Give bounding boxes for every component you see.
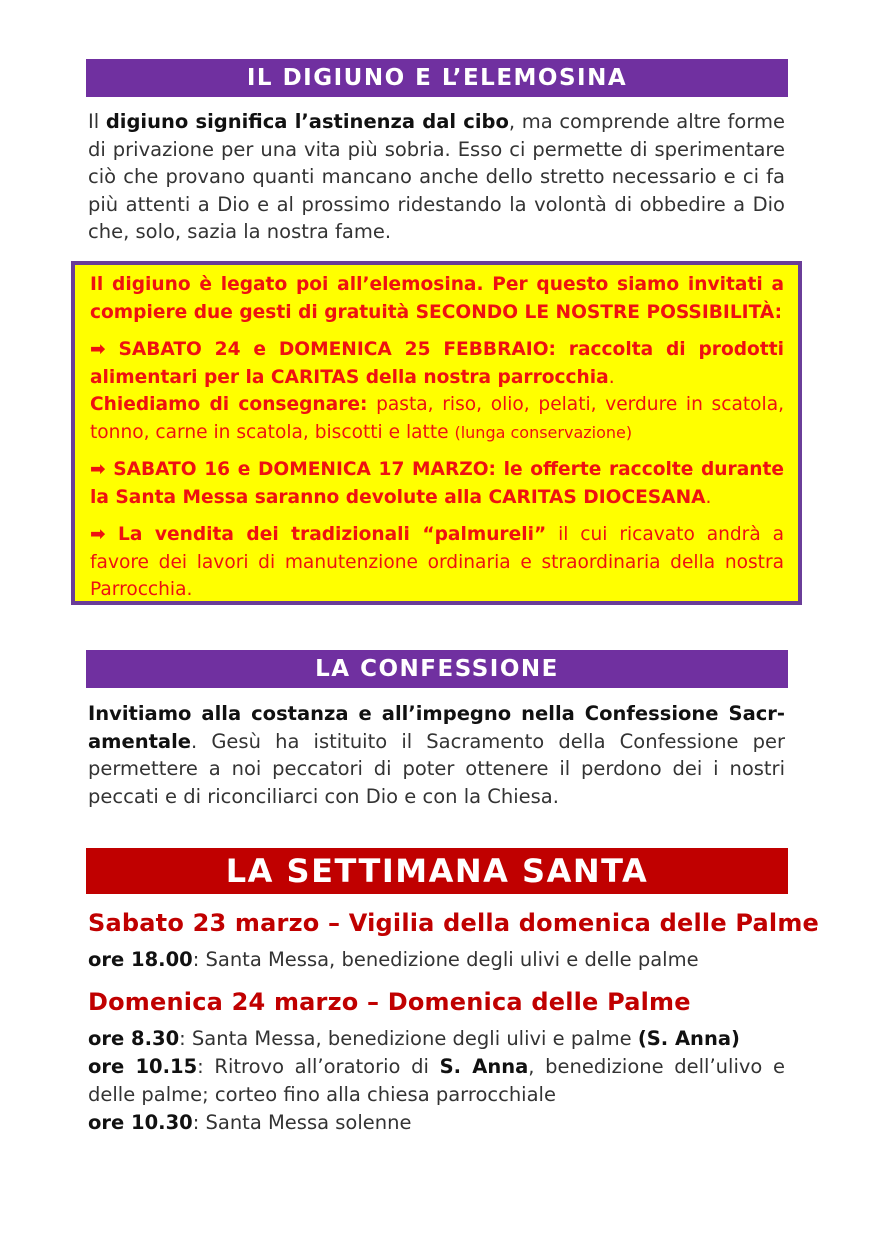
- digiuno-paragraph: [88, 108, 785, 246]
- sabato-time: ore 18.00: [88, 948, 193, 971]
- item-2-text: SABATO 16 e DOMENICA 17 MARZO: le offerte raccolte durante la Santa Messa saranno devolute alla CARITAS DIOCESANA: [90, 459, 784, 508]
- sabato-schedule: [88, 946, 785, 974]
- ask-small: (lunga conservazione): [454, 422, 633, 442]
- event-time: ore 8.30: [88, 1027, 180, 1050]
- digiuno-heading: IL DIGIUNO E L’ELEMOSINA: [86, 59, 788, 97]
- schedule-row: [88, 1053, 785, 1109]
- arrow-right-icon: ➡: [90, 339, 106, 360]
- sabato-desc: : Santa Messa, benedizione degli ulivi e delle palme: [192, 948, 699, 971]
- confessione-text-rest: . Gesù ha istituito il Sacramento della Confessione per permettere a noi peccatori di poter ottenere il perdono dei i nostri peccati e di riconciliarci con Dio e con la Chiesa.: [88, 729, 785, 808]
- ask-rest: pasta, riso, olio, pelati, verdure in scatola, tonno, carne in scatola, biscotti e latte: [90, 394, 784, 443]
- event-desc: : Santa Messa solenne: [192, 1111, 412, 1134]
- digiuno-text-rest: , ma comprende altre forme di privazione per una vita più sobria. Esso ci permette di sperimentare ciò che provano quanti mancano anche dello stretto necessario e ci fa più attenti a Dio e al prossimo ridestando la volontà di obbedire a Dio che, solo, sazia la nostra fame.: [88, 110, 785, 243]
- settimana-santa-heading: LA SETTIMANA SANTA: [86, 848, 788, 894]
- digiuno-text-start: Il: [88, 110, 106, 133]
- confessione-heading: LA CONFESSIONE: [86, 650, 788, 688]
- item-3-bold: La vendita dei tradizionali “palmureli”: [118, 524, 547, 545]
- sabato-title: Sabato 23 marzo – Vigilia della domenica delle Palme: [88, 909, 820, 937]
- elemosina-ask: [90, 391, 784, 446]
- domenica-title: Domenica 24 marzo – Domenica delle Palme: [88, 988, 691, 1016]
- elemosina-item-3: [90, 521, 784, 604]
- item-1-text: SABATO 24 e DOMENICA 25 FEBBRAIO: raccolta di prodotti alimentari per la CARITAS della nostra parrocchia: [90, 339, 784, 388]
- event-desc: , benedizione dell’ulivo e delle palme; corteo fino alla chiesa parrocchiale: [88, 1055, 785, 1106]
- item-3-rest: il cui ricavato andrà a favore dei lavori di manutenzione ordinaria e straordinaria della nostra Parrocchia.: [90, 524, 784, 600]
- elemosina-item-2: [90, 456, 784, 511]
- confessione-text-bold: Invitiamo alla costanza e all’impegno nella Confessione Sacr-amentale: [88, 702, 785, 753]
- event-place: S. Anna: [439, 1055, 529, 1078]
- schedule-row: [88, 1109, 785, 1137]
- arrow-right-icon: ➡: [90, 459, 106, 480]
- elemosina-box: [71, 261, 802, 605]
- elemosina-intro-text: Il digiuno è legato poi all’elemosina. Per questo siamo invitati a compiere due gesti di gratuità SECONDO LE NOSTRE POSSIBILITÀ:: [90, 274, 784, 323]
- event-time: ore 10.30: [88, 1111, 193, 1134]
- event-time: ore 10.15: [88, 1055, 198, 1078]
- item-2-end: .: [705, 486, 712, 508]
- domenica-schedule: [88, 1025, 785, 1137]
- elemosina-intro: [90, 271, 784, 326]
- event-desc: : Ritrovo all’oratorio di: [197, 1055, 440, 1078]
- event-place: (S. Anna): [637, 1027, 740, 1050]
- schedule-row: [88, 1025, 785, 1053]
- digiuno-text-bold: digiuno significa l’astinenza dal cibo: [105, 110, 509, 133]
- elemosina-item-1: [90, 336, 784, 391]
- event-desc: : Santa Messa, benedizione degli ulivi e palme: [179, 1027, 638, 1050]
- confessione-paragraph: [88, 700, 785, 810]
- ask-bold: Chiediamo di consegnare:: [90, 394, 368, 415]
- arrow-right-icon: ➡: [90, 524, 106, 545]
- item-1-end: .: [608, 366, 615, 388]
